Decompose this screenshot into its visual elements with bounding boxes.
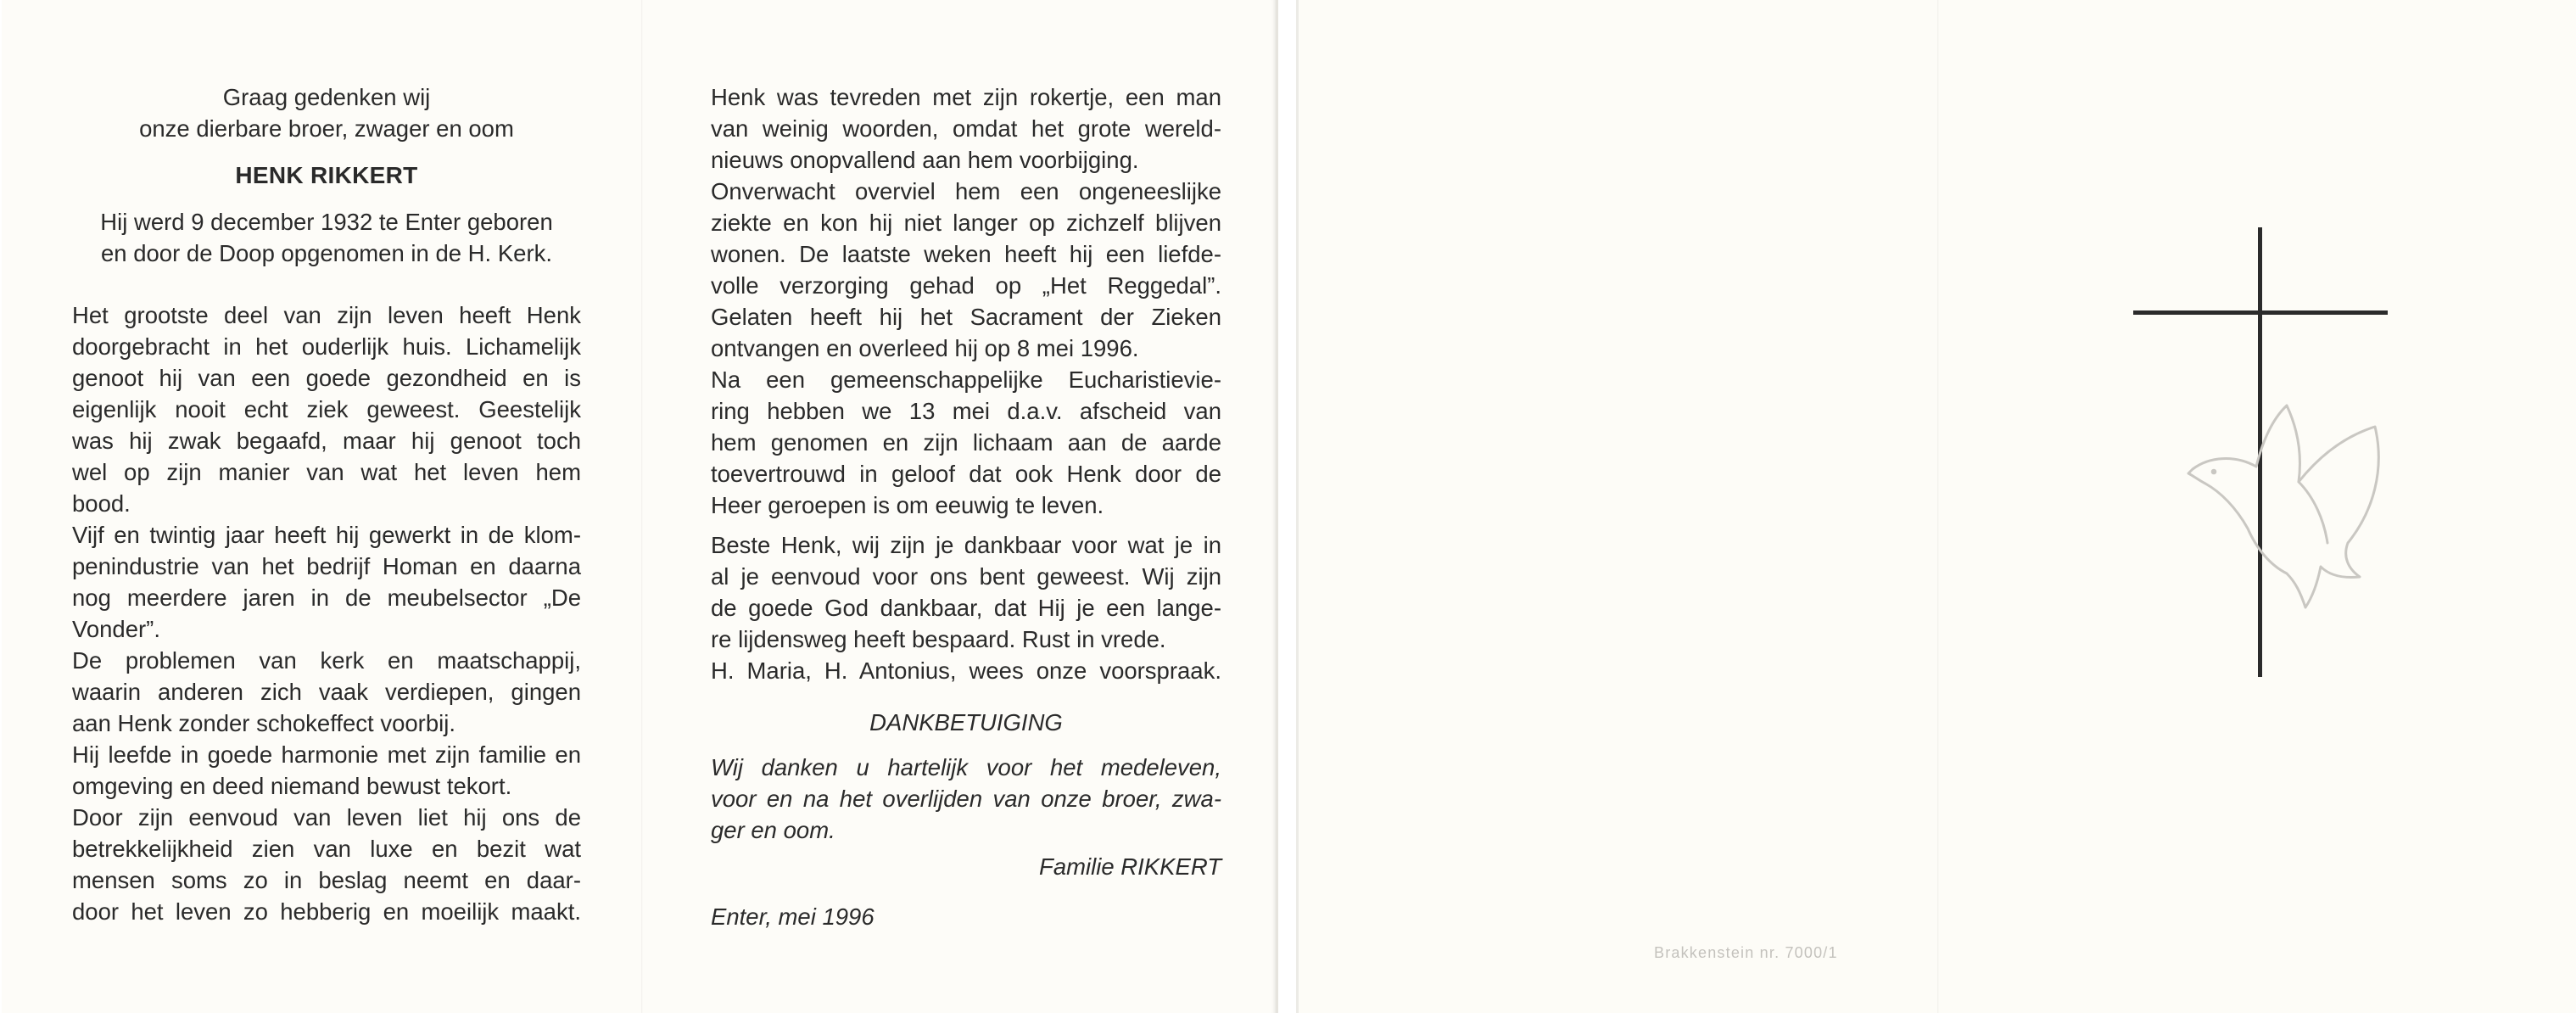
text-line: ger en oom.: [711, 817, 835, 843]
text-line: bood.: [72, 490, 131, 517]
text-line: eigenlijk nooit echt ziek geweest. Geestelijk: [72, 396, 581, 422]
thanks-heading: DANKBETUIGING: [869, 709, 1063, 736]
text-line: wel op zijn manier van wat het leven hem: [72, 459, 581, 485]
text-line: nog meerdere jaren in de meubelsector „De: [72, 585, 581, 611]
text-line: mensen soms zo in beslag neemt en daar-: [72, 867, 581, 893]
birth-line: en door de Doop opgenomen in de H. Kerk.: [100, 240, 553, 266]
text-line: doorgebracht in het ouderlijk huis. Lichamelijk: [72, 333, 581, 360]
left-text-panel: [72, 81, 581, 927]
thanks-text: [711, 752, 1221, 846]
biography-continued: [711, 81, 1221, 521]
text-line: nieuws onopvallend aan hem voorbijging.: [711, 147, 1139, 173]
text-line: was hij zwak begaafd, maar hij genoot toch: [72, 428, 581, 454]
card-fold: [1937, 0, 1939, 1013]
text-line: van weinig woorden, omdat het grote wereld-: [711, 115, 1221, 142]
text-line: omgeving en deed niemand bewust tekort.: [72, 773, 512, 799]
text-line: genoot hij van een goede gezondheid en is: [72, 365, 581, 391]
text-line: ziekte en kon hij niet langer op zichzelf blijven: [711, 210, 1221, 236]
intro-line: Graag gedenken wij: [222, 84, 431, 110]
text-line: Beste Henk, wij zijn je dankbaar voor wat je in: [711, 532, 1221, 558]
text-line: de goede God dankbaar, dat Hij je een lange-: [711, 595, 1221, 621]
text-line: Onverwacht overviel hem een ongeneeslijke: [711, 178, 1221, 204]
text-line: Vijf en twintig jaar heeft hij gewerkt in de klom-: [72, 522, 581, 548]
printer-mark: Brakkenstein nr. 7000/1: [1654, 944, 1838, 961]
birth-line: Hij werd 9 december 1932 te Enter geboren: [100, 209, 553, 235]
text-line: Vonder”.: [72, 616, 160, 642]
text-line: Na een gemeenschappelijke Eucharistievie-: [711, 366, 1221, 393]
text-line: voor en na het overlijden van onze broer, zwa-: [711, 786, 1221, 812]
dove-icon: [2188, 406, 2378, 607]
cross-dove-emblem: [2121, 227, 2400, 677]
text-line: ring hebben we 13 mei d.a.v. afscheid van: [711, 398, 1221, 424]
text-line: toevertrouwd in geloof dat ook Henk door de: [711, 461, 1221, 487]
text-line: penindustrie van het bedrijf Homan en daarna: [72, 553, 581, 579]
text-line: Heer geroepen is om eeuwig te leven.: [711, 492, 1104, 518]
intro-block: [72, 81, 581, 144]
deceased-name: HENK RIKKERT: [235, 162, 418, 188]
text-line: Hij leefde in goede harmonie met zijn familie en: [72, 741, 581, 768]
text-line: Door zijn eenvoud van leven liet hij ons de: [72, 804, 581, 831]
text-line: Het grootste deel van zijn leven heeft Henk: [72, 302, 581, 328]
text-line: Gelaten heeft hij het Sacrament der Zieken: [711, 304, 1221, 330]
text-line: al je eenvoud voor ons bent geweest. Wij zijn: [711, 563, 1221, 590]
biography-text: [72, 299, 581, 927]
place-date: Enter, mei 1996: [711, 903, 874, 930]
text-line: H. Maria, H. Antonius, wees onze voorspraak.: [711, 657, 1221, 684]
text-line: De problemen van kerk en maatschappij,: [72, 647, 581, 674]
card-fold: [641, 0, 643, 1013]
text-line: aan Henk zonder schokeffect voorbij.: [72, 710, 455, 736]
text-line: volle verzorging gehad op „Het Reggedal”.: [711, 272, 1221, 299]
text-line: betrekkelijkheid zien van luxe en bezit wat: [72, 836, 581, 862]
right-text-panel: [711, 81, 1221, 932]
memorial-card-inside: [2, 0, 1278, 1013]
text-line: hem genomen en zijn lichaam aan de aarde: [711, 429, 1221, 456]
text-line: ontvangen en overleed hij op 8 mei 1996.: [711, 335, 1139, 361]
text-line: re lijdensweg heeft bespaard. Rust in vrede.: [711, 626, 1166, 652]
text-line: door het leven zo hebberig en moeilijk maakt.: [72, 898, 581, 925]
text-line: Wij danken u hartelijk voor het medeleven,: [711, 754, 1221, 780]
farewell-text: [711, 529, 1221, 686]
family-signature: Familie RIKKERT: [1039, 853, 1221, 880]
text-line: wonen. De laatste weken heeft hij een liefde-: [711, 241, 1221, 267]
intro-line: onze dierbare broer, zwager en oom: [139, 115, 514, 142]
text-line: waarin anderen zich vaak verdiepen, gingen: [72, 679, 581, 705]
text-line: Henk was tevreden met zijn rokertje, een man: [711, 84, 1221, 110]
birth-block: [72, 206, 581, 269]
